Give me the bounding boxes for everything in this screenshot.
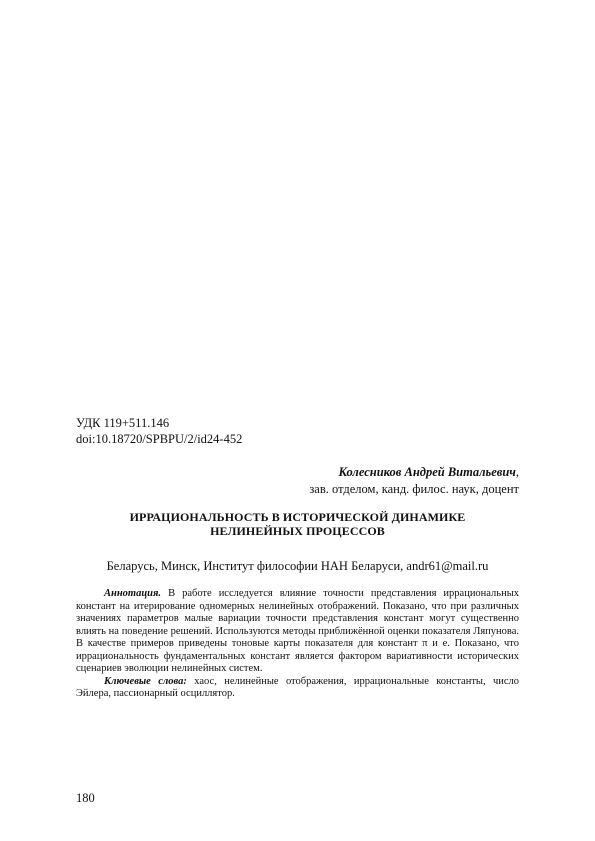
- doi: doi:10.18720/SPBPU/2/id24-452: [76, 432, 243, 446]
- article-title: [76, 510, 519, 538]
- keywords-text: хаос, нелинейные отображения, иррациональные константы, число Эйлера, пассионарный осциллятор.: [76, 675, 520, 699]
- abstract-paragraph: [76, 588, 519, 676]
- keywords-paragraph: [76, 676, 519, 701]
- title-line-2: НЕЛИНЕЙНЫХ ПРОЦЕССОВ: [210, 524, 385, 538]
- author-line: [309, 464, 519, 481]
- abstract-text: В работе исследуется влияние точности представления иррациональных констант на итерирование одномерных нелинейных отображений. Показано, что при различных значениях параметров малые вариации точности представления констант могут существенно влиять на поведение решений. Используются методы приближённой оценки показателя Ляпунова. В качестве примеров приведены тоновые карты показателя для констант π и e. Показано, что иррациональность фундаментальных констант является фактором вариативности исторических сценариев эволюции нелинейных систем.: [76, 588, 520, 674]
- author-name: Колесников Андрей Витальевич: [338, 465, 516, 479]
- abstract-label: Аннотация.: [104, 588, 162, 599]
- page-number: 180: [76, 791, 95, 805]
- abstract-block: [76, 588, 519, 701]
- udk-block: [76, 415, 242, 447]
- author-block: [309, 464, 519, 498]
- udk-code: УДК 119+511.146: [76, 416, 170, 430]
- title-line-1: ИРРАЦИОНАЛЬНОСТЬ В ИСТОРИЧЕСКОЙ ДИНАМИКЕ: [129, 510, 466, 524]
- affiliation: Беларусь, Минск, Институт философии НАН Беларуси, andr61@mail.ru: [106, 559, 489, 573]
- keywords-label: Ключевые слова:: [104, 675, 187, 687]
- author-position: зав. отделом, канд. филос. наук, доцент: [309, 482, 519, 496]
- author-name-suffix: ,: [515, 465, 519, 479]
